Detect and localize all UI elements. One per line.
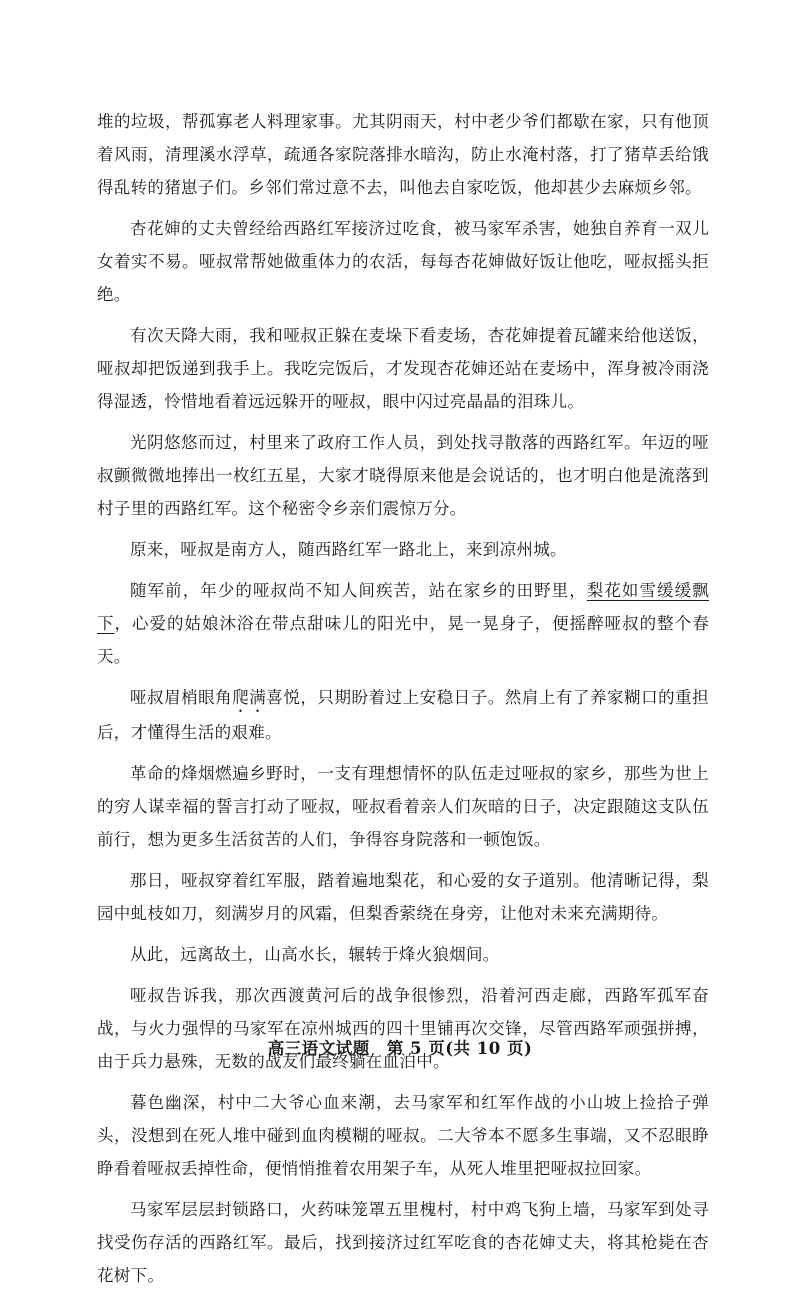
paragraph-12: 暮色幽深，村中二大爷心血来潮，去马家军和红军作战的小山坡上捡拾子弹头，没想到在死人堆中碰到血肉模糊的哑叔。二大爷本不愿多生事端，又不忍眼睁睁看着哑叔丢掉性命，便悄悄推着农用架子车，从死人堆里把哑叔拉回家。: [97, 1093, 709, 1178]
paragraph-7: [97, 681, 709, 749]
paragraph-6-post: ，心爱的姑娘沐浴在带点甜味儿的阳光中，晃一晃身子，便摇醉哑叔的整个春天。: [97, 614, 709, 666]
paragraph-8: 革命的烽烟燃遍乡野时，一支有理想情怀的队伍走过哑叔的家乡，那些为世上的穷人谋幸福的誓言打动了哑叔，哑叔看着亲人们灰暗的日子，决定跟随这支队伍前行，想为更多生活贫苦的人们，争得容身院落和一顿饱饭。: [97, 764, 709, 849]
page-footer: 高三语文试题 第 5 页(共 10 页): [267, 1039, 533, 1058]
paragraph-7-post: 喜悦，只期盼着过上安稳日子。然肩上有了养家糊口的重担后，才懂得生活的艰难。: [97, 688, 709, 742]
paragraph-6-pre: 随军前，年少的哑叔尚不知人间疾苦，站在家乡的田野里，: [130, 581, 587, 600]
emphasized-word: 爬满: [232, 688, 267, 707]
underlined-phrase: 梨花如雪缓缓飘下: [97, 581, 709, 633]
article-body: [97, 105, 709, 1300]
paragraph-6: [97, 574, 709, 673]
paragraph-10: 从此，远离故土，山高水长，辗转于烽火狼烟间。: [130, 945, 500, 964]
paragraph-11: 哑叔告诉我，那次西渡黄河后的战争很惨烈，沿着河西走廊，西路军孤军奋战，与火力强悍的马家军在凉州城西的四十里铺再次交锋，尽管西路军顽强拼搏，由于兵力悬殊，无数的战友们最终躺在血泊中。: [97, 986, 709, 1071]
paragraph-4: 光阴悠悠而过，村里来了政府工作人员，到处找寻散落的西路红军。年迈的哑叔颤微微地捧出一枚红五星，大家才晓得原来他是会说话的，也才明白他是流落到村子里的西路红军。这个秘密令乡亲们震惊万分。: [97, 433, 709, 518]
paragraph-2: 杏花婶的丈夫曾经给西路红军接济过吃食，被马家军杀害，她独自养育一双儿女着实不易。哑叔常帮她做重体力的农活，每每杏花婶做好饭让他吃，哑叔摇头拒绝。: [97, 219, 709, 304]
paragraph-1: 堆的垃圾，帮孤寡老人料理家事。尤其阴雨天，村中老少爷们都歇在家，只有他顶着风雨，清理溪水浮草，疏通各家院落排水暗沟，防止水淹村落，打了猪草丢给饿得乱转的猪崽子们。乡邻们常过意不去，叫他去自家吃饭，他却甚少去麻烦乡邻。: [97, 112, 709, 197]
paragraph-13: 马家军层层封锁路口，火药味笼罩五里槐村，村中鸡飞狗上墙，马家军到处寻找受伤存活的西路红军。最后，找到接济过红军吃食的杏花婶丈夫，将其枪毙在杏花树下。: [97, 1200, 709, 1285]
paragraph-9: 那日，哑叔穿着红军服，踏着遍地梨花，和心爱的女子道别。他清晰记得，梨园中虬枝如刀，刻满岁月的风霜，但梨香萦绕在身旁，让他对未来充满期待。: [97, 871, 709, 923]
paragraph-7-pre: 哑叔眉梢眼角: [130, 688, 233, 707]
paragraph-3: 有次天降大雨，我和哑叔正躲在麦垛下看麦场，杏花婶提着瓦罐来给他送饭，哑叔却把饭递到我手上。我吃完饭后，才发现杏花婶还站在麦场中，浑身被冷雨浇得湿透，怜惜地看着远远躲开的哑叔，眼中闪过亮晶晶的泪珠儿。: [97, 326, 709, 411]
paragraph-5: 原来，哑叔是南方人，随西路红军一路北上，来到凉州城。: [130, 540, 567, 559]
